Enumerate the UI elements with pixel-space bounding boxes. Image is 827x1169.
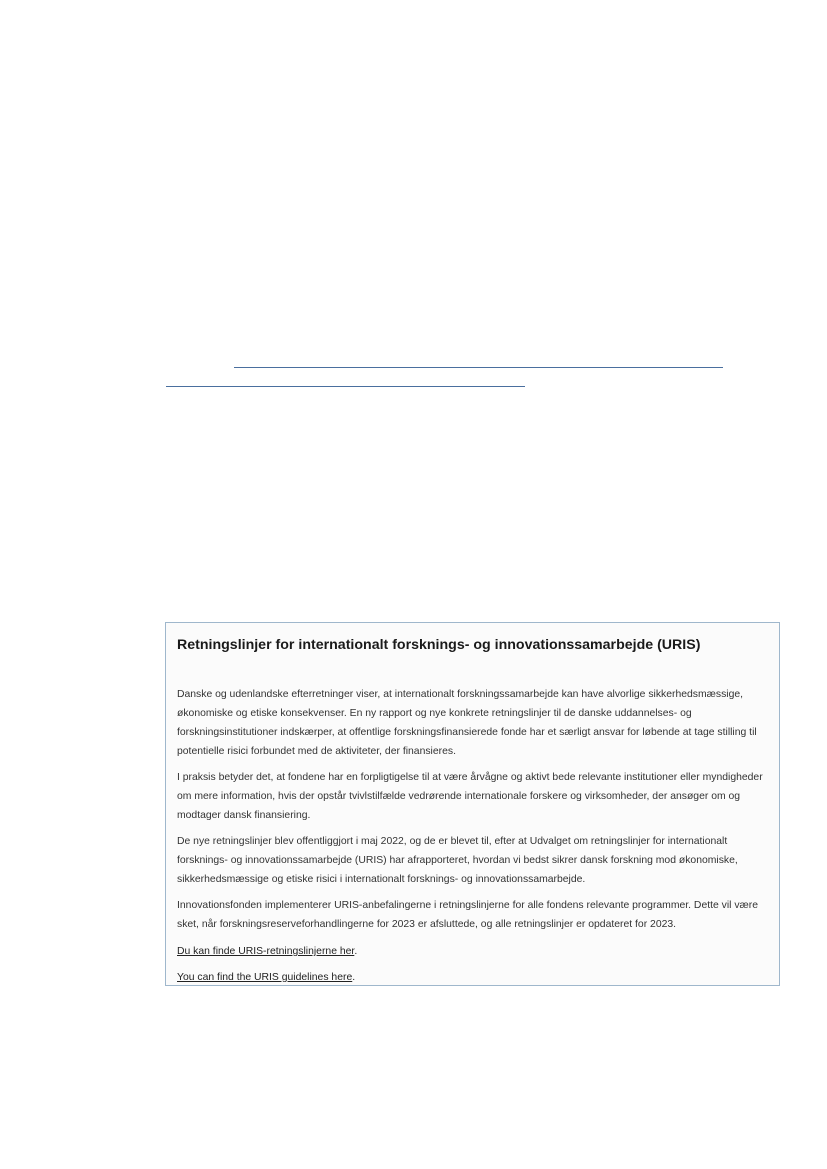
english-guidelines-link[interactable]: You can find the URIS guidelines here — [177, 972, 353, 983]
box-title: Retningslinjer for internationalt forsknings- og innovationssamarbejde (URIS) — [177, 637, 701, 653]
box-paragraph: Danske og udenlandske efterretninger viser, at internationalt forskningssamarbejde kan have alvorlige sikkerhedsmæssige, økonomiske og etiske konsekvenser. En ny rapport og nye konkrete retningslinjer til de danske uddannelses- og forskningsinstitutioner indskærper, at offentlige forskningsfinansierede fonde har et særligt ansvar for løbende at tage stilling til potentielle risici forbundet med de aktiviteter, der finansieres. — [177, 689, 757, 757]
uris-info-box — [165, 622, 780, 986]
danish-guidelines-link[interactable]: Du kan finde URIS-retningslinjerne her — [177, 946, 355, 957]
box-paragraph: De nye retningslinjer blev offentliggjort i maj 2022, og de er blevet til, efter at Udvalget om retningslinjer for internationalt forsknings- og innovationssamarbejde (URIS) har afrapporteret, hvordan vi bedst sikrer dansk forskning mod økonomiske, sikkerhedsmæssige og etiske risici i internationalt forsknings- og innovationssamarbejde. — [177, 836, 738, 885]
english-guidelines-line — [177, 968, 767, 987]
danish-guidelines-line — [177, 942, 767, 961]
box-paragraph: I praksis betyder det, at fondene har en forpligtigelse til at være årvågne og aktivt bede relevante institutioner eller myndigheder om mere information, hvis der opstår tvivlstilfælde vedrørende internationale forskere og virksomheder, der ansøger om og modtager dansk finansiering. — [177, 772, 763, 821]
hyperlink-underline[interactable] — [166, 386, 525, 387]
link-suffix: . — [354, 946, 358, 957]
box-paragraph: Innovationsfonden implementerer URIS-anbefalingerne i retningslinjerne for alle fondens relevante programmer. Dette vil være sket, når forskningsreserveforhandlingerne for 2023 er afsluttede, og alle retningslinjer er opdateret for 2023. — [177, 900, 759, 930]
hyperlink-underline[interactable] — [234, 367, 723, 368]
link-suffix: . — [352, 972, 356, 983]
